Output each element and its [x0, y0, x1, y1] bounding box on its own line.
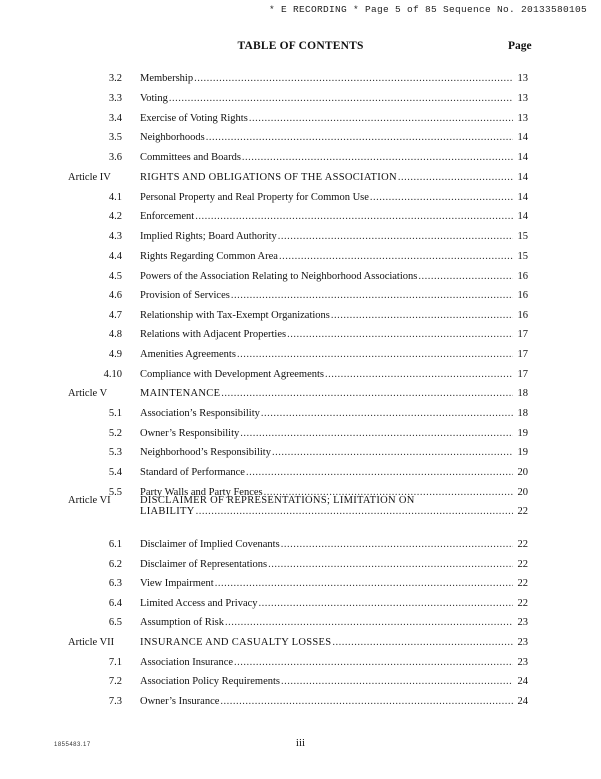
- toc-row: [0, 636, 601, 650]
- toc-row: [0, 368, 601, 382]
- toc-page-number: 18: [517, 408, 528, 419]
- toc-title: TABLE OF CONTENTS: [237, 40, 364, 52]
- toc-entry-title: Association Insurance: [140, 657, 234, 668]
- toc-entry-title: Exercise of Voting Rights: [140, 113, 248, 124]
- toc-page-number: 22: [517, 506, 528, 517]
- toc-section-number: 3.4: [108, 113, 122, 124]
- toc-section-number: 4.2: [108, 211, 122, 222]
- toc-page-number: 17: [517, 369, 528, 380]
- toc-row: [0, 92, 601, 106]
- toc-section-number: 6.3: [108, 578, 122, 589]
- toc-row: [0, 72, 601, 86]
- toc-entry: [140, 466, 513, 480]
- toc-row: [0, 656, 601, 670]
- toc-entry-title: Neighborhoods: [140, 132, 205, 143]
- toc-entry-title: Powers of the Association Relating to Neighborhood Associations: [140, 271, 418, 282]
- dot-leader: [194, 72, 513, 86]
- toc-entry-title: Implied Rights; Board Authority: [140, 231, 277, 242]
- dot-leader: [249, 112, 513, 126]
- toc-page-number: 13: [517, 73, 528, 84]
- toc-section-number: 4.10: [103, 369, 122, 380]
- toc-page-number: 22: [517, 578, 528, 589]
- toc-page-number: 19: [517, 447, 528, 458]
- recording-header: * E RECORDING * Page 5 of 85 Sequence No. 20133580105: [268, 4, 587, 15]
- toc-page-number: 14: [517, 172, 528, 183]
- toc-row: [0, 538, 601, 552]
- dot-leader: [272, 446, 513, 460]
- toc-section-number: 4.5: [108, 271, 122, 282]
- dot-leader: [234, 656, 513, 670]
- toc-page-number: 16: [517, 310, 528, 321]
- toc-entry: [140, 446, 513, 460]
- toc-row: [0, 675, 601, 689]
- toc-section-number: 5.4: [108, 467, 122, 478]
- dot-leader: [325, 368, 513, 382]
- toc-entry-title: View Impairment: [140, 578, 214, 589]
- toc-entry: [140, 270, 513, 284]
- toc-row: [0, 577, 601, 591]
- toc-entry: [140, 368, 513, 382]
- toc-row: [0, 597, 601, 611]
- toc-entry-title: Owner’s Responsibility: [140, 428, 240, 439]
- toc-page-number: 24: [517, 676, 528, 687]
- toc-entry: [140, 387, 513, 401]
- toc-page-number: 14: [517, 192, 528, 203]
- toc-row: [0, 191, 601, 205]
- toc-entry-title: Association Policy Requirements: [140, 676, 280, 687]
- toc-entry: [140, 309, 513, 323]
- dot-leader: [240, 427, 513, 441]
- toc-page-number: 17: [517, 349, 528, 360]
- toc-entry-title: Owner’s Insurance: [140, 696, 220, 707]
- dot-leader: [331, 309, 513, 323]
- dot-leader: [206, 131, 513, 145]
- toc-entry-title: Voting: [140, 93, 168, 104]
- toc-entry-title: Assumption of Risk: [140, 617, 225, 628]
- toc-row: [0, 446, 601, 460]
- toc-entry: [140, 656, 513, 670]
- toc-entry-title: Relationship with Tax-Exempt Organizations: [140, 310, 330, 321]
- toc-row: [0, 230, 601, 244]
- dot-leader: [242, 151, 513, 165]
- toc-entry: [140, 597, 513, 611]
- toc-entry-title: MAINTENANCE: [140, 388, 221, 399]
- toc-section-number: 5.1: [108, 408, 122, 419]
- toc-section-number: 3.3: [108, 93, 122, 104]
- toc-entry-title: Party Walls and Party Fences: [140, 487, 263, 498]
- toc-page-number: 16: [517, 271, 528, 282]
- toc-row: [0, 309, 601, 323]
- toc-row: [0, 494, 601, 520]
- toc-entry-title: Personal Property and Real Property for Common Use: [140, 192, 369, 203]
- toc-entry: [140, 427, 513, 441]
- toc-section-number: 4.4: [108, 251, 122, 262]
- dot-leader: [268, 558, 513, 572]
- toc-entry: [140, 191, 513, 205]
- toc-entry: [140, 636, 513, 650]
- toc-row: [0, 558, 601, 572]
- toc-entry: [140, 675, 513, 689]
- toc-page-number: 23: [517, 657, 528, 668]
- dot-leader: [225, 616, 513, 630]
- toc-section-number: 6.5: [108, 617, 122, 628]
- toc-entry-title: Compliance with Development Agreements: [140, 369, 324, 380]
- toc-entry: [140, 171, 513, 185]
- dot-leader: [279, 250, 513, 264]
- toc-section-number: 5.2: [108, 428, 122, 439]
- toc-section-number: 4.6: [108, 290, 122, 301]
- toc-entry: [140, 289, 513, 303]
- toc-page-number: 14: [517, 211, 528, 222]
- toc-entry-title: Enforcement: [140, 211, 195, 222]
- toc-section-number: 4.7: [108, 310, 122, 321]
- toc-row: [0, 289, 601, 303]
- toc-row: [0, 270, 601, 284]
- toc-row: [0, 407, 601, 421]
- toc-section-number: 3.2: [108, 73, 122, 84]
- toc-page-number: 14: [517, 132, 528, 143]
- dot-leader: [287, 328, 513, 342]
- toc-section-number: 3.6: [108, 152, 122, 163]
- toc-row: [0, 348, 601, 362]
- dot-leader: [332, 636, 513, 650]
- dot-leader: [195, 210, 513, 224]
- toc-page-number: 19: [517, 428, 528, 439]
- toc-page-number: 23: [517, 637, 528, 648]
- toc-row: [0, 695, 601, 709]
- dot-leader: [261, 407, 513, 421]
- toc-row: [0, 112, 601, 126]
- dot-leader: [259, 597, 513, 611]
- toc-entry-title: Rights Regarding Common Area: [140, 251, 278, 262]
- toc-entry-title: Committees and Boards: [140, 152, 241, 163]
- toc-entry: [140, 695, 513, 709]
- toc-section-number: 6.4: [108, 598, 122, 609]
- toc-row: [0, 131, 601, 145]
- toc-entry-title: Provision of Services: [140, 290, 230, 301]
- toc-article-label: Article V: [68, 388, 108, 399]
- toc-page-number: 22: [517, 559, 528, 570]
- toc-page-number: 23: [517, 617, 528, 628]
- toc-entry: [140, 92, 513, 106]
- dot-leader: [418, 270, 513, 284]
- toc-entry: [140, 151, 513, 165]
- toc-section-number: 3.5: [108, 132, 122, 143]
- toc-page-number: 22: [517, 539, 528, 550]
- toc-row: [0, 210, 601, 224]
- toc-article-label: Article IV: [68, 172, 111, 183]
- dot-leader: [220, 695, 513, 709]
- toc-section-number: 5.5: [108, 487, 122, 498]
- toc-entry: [140, 616, 513, 630]
- toc-section-number: 7.3: [108, 696, 122, 707]
- document-id: 1855483.17: [54, 742, 91, 748]
- toc-page-number: 22: [517, 598, 528, 609]
- toc-entry: [140, 407, 513, 421]
- toc-section-number: 7.1: [108, 657, 122, 668]
- toc-row: [0, 328, 601, 342]
- toc-section-number: 4.8: [108, 329, 122, 340]
- toc-entry-title: Membership: [140, 73, 194, 84]
- toc-row: [0, 387, 601, 401]
- dot-leader: [231, 289, 513, 303]
- toc-entry-title: Amenities Agreements: [140, 349, 236, 360]
- toc-section-number: 6.1: [108, 539, 122, 550]
- dot-leader: [281, 538, 513, 552]
- toc-page-number: 20: [517, 467, 528, 478]
- dot-leader: [398, 171, 513, 185]
- toc-section-number: 7.2: [108, 676, 122, 687]
- page-number: iii: [295, 737, 306, 749]
- toc-entry: [140, 558, 513, 572]
- toc-page-number: 13: [517, 113, 528, 124]
- toc-entry: [140, 230, 513, 244]
- toc-entry: [140, 348, 513, 362]
- toc-entry: [140, 131, 513, 145]
- toc-entry: [140, 328, 513, 342]
- toc-page-number: 15: [517, 231, 528, 242]
- toc-row: [0, 250, 601, 264]
- toc-entry: [140, 577, 513, 591]
- toc-section-number: 4.9: [108, 349, 122, 360]
- toc-page-number: 14: [517, 152, 528, 163]
- dot-leader: [215, 577, 513, 591]
- toc-section-number: 6.2: [108, 559, 122, 570]
- toc-article-label: Article VI: [68, 495, 111, 506]
- toc-page-number: 16: [517, 290, 528, 301]
- toc-entry-title: Disclaimer of Implied Covenants: [140, 539, 280, 550]
- toc-row: [0, 616, 601, 630]
- toc-section-number: 5.3: [108, 447, 122, 458]
- dot-leader: [278, 230, 513, 244]
- page-column-label: Page: [508, 40, 532, 52]
- toc-entry: [140, 72, 513, 86]
- toc-entry-title: Neighborhood’s Responsibility: [140, 447, 271, 458]
- toc-page-number: 15: [517, 251, 528, 262]
- toc-entry-title: RIGHTS AND OBLIGATIONS OF THE ASSOCIATION: [140, 172, 397, 183]
- toc-article-label: Article VII: [68, 637, 115, 648]
- toc-entry-title: Relations with Adjacent Properties: [140, 329, 287, 340]
- dot-leader: [370, 191, 513, 205]
- toc-page-number: 17: [517, 329, 528, 340]
- toc-row: [0, 466, 601, 480]
- toc-row: [0, 171, 601, 185]
- dot-leader: [169, 92, 513, 106]
- toc-entry-title: Limited Access and Privacy: [140, 598, 258, 609]
- dot-leader: [237, 348, 513, 362]
- toc-row: [0, 427, 601, 441]
- toc-entry-title: Association’s Responsibility: [140, 408, 260, 419]
- toc-page-number: 13: [517, 93, 528, 104]
- dot-leader: [221, 387, 513, 401]
- toc-page-number: 20: [517, 487, 528, 498]
- toc-entry: [140, 538, 513, 552]
- dot-leader: [196, 505, 513, 519]
- toc-page-number: 18: [517, 388, 528, 399]
- toc-page-number: 24: [517, 696, 528, 707]
- toc-section-number: 4.3: [108, 231, 122, 242]
- toc-entry-title: INSURANCE AND CASUALTY LOSSES: [140, 637, 332, 648]
- toc-row: [0, 151, 601, 165]
- toc-entry: [140, 250, 513, 264]
- dot-leader: [246, 466, 513, 480]
- toc-entry-title: Disclaimer of Representations: [140, 559, 268, 570]
- dot-leader: [281, 675, 513, 689]
- toc-entry-continued: [140, 505, 513, 519]
- toc-entry: [140, 112, 513, 126]
- toc-entry: [140, 210, 513, 224]
- toc-section-number: 4.1: [108, 192, 122, 203]
- toc-entry-title: DISCLAIMER OF REPRESENTATIONS; LIMITATION ON: [140, 495, 415, 506]
- toc-entry-title: Standard of Performance: [140, 467, 245, 478]
- toc-entry-title-line2: LIABILITY: [140, 506, 195, 517]
